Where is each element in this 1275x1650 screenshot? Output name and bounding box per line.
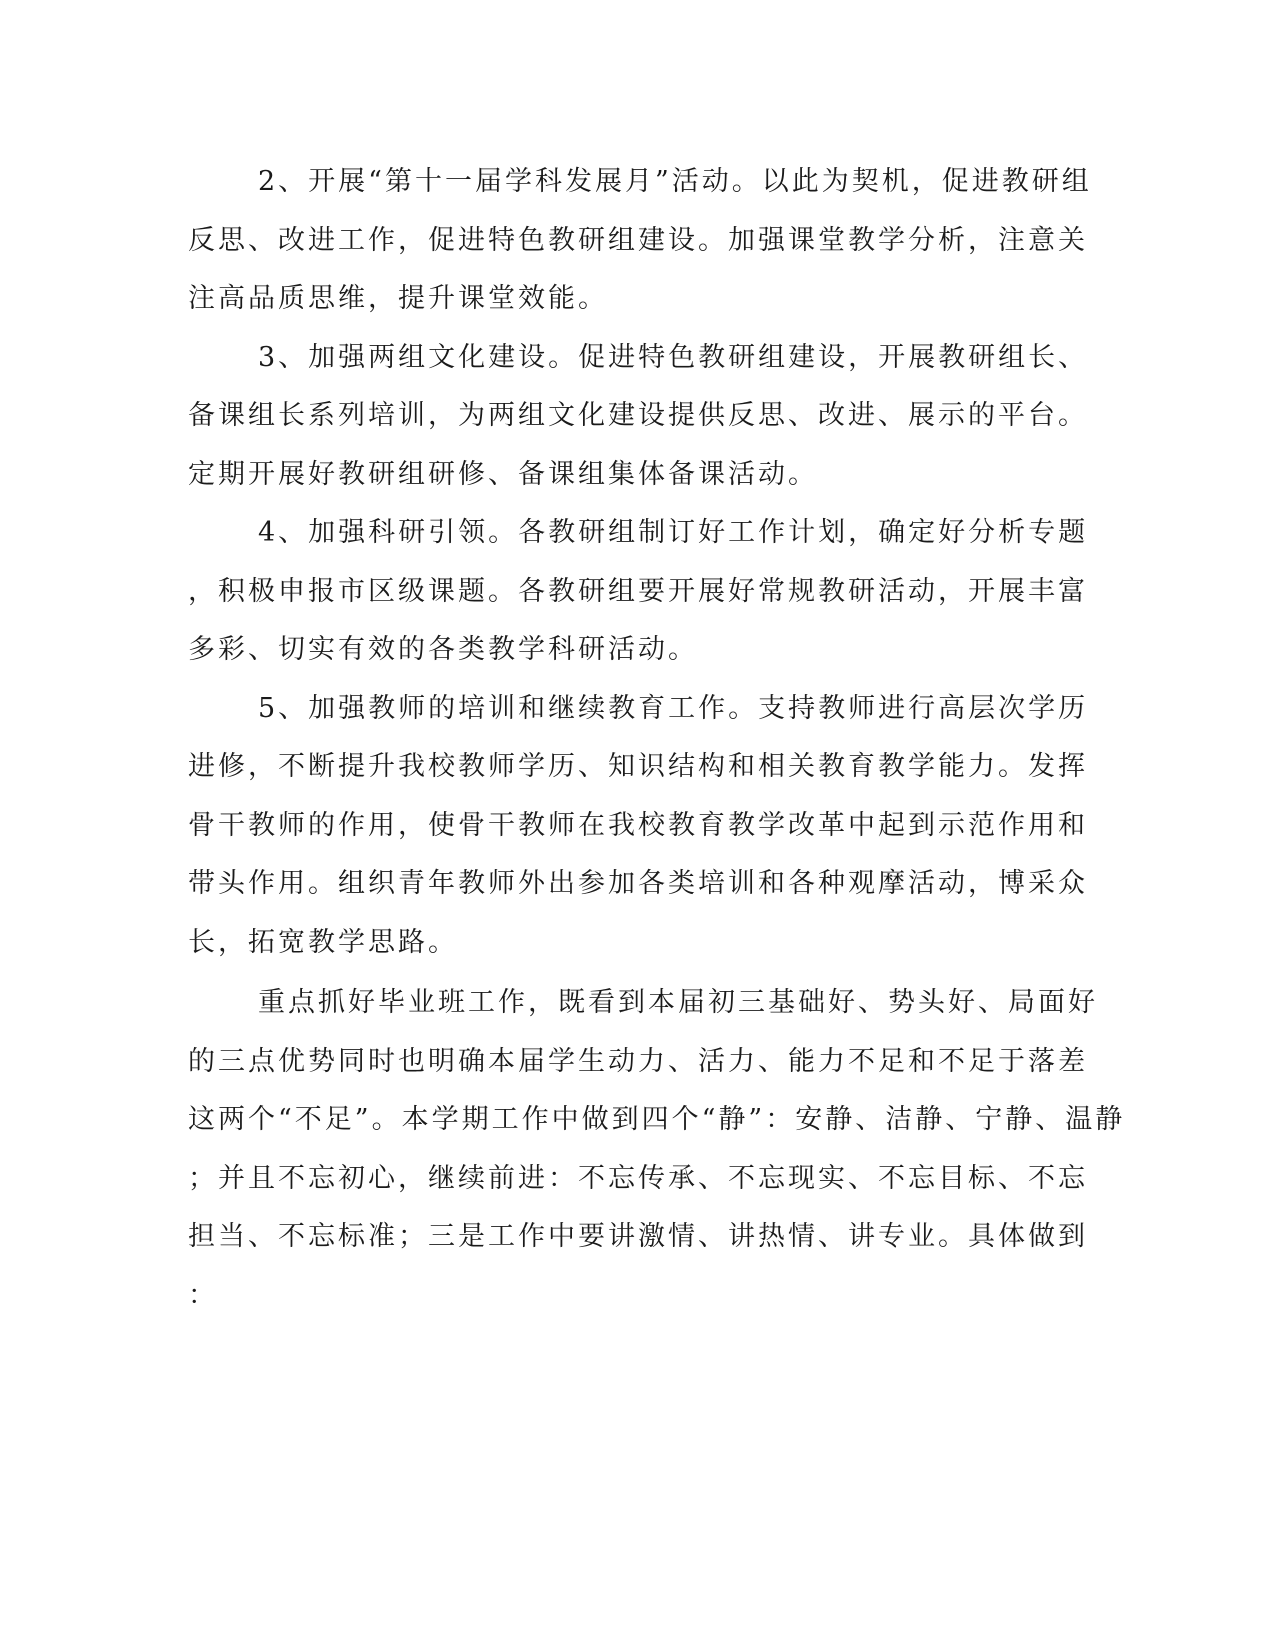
- text-line: 5、加强教师的培训和继续教育工作。支持教师进行高层次学历: [258, 693, 1089, 724]
- text-line: 定期开展好教研组研修、备课组集体备课活动。: [188, 459, 818, 490]
- text-line: 的三点优势同时也明确本届学生动力、活力、能力不足和不足于落差: [188, 1046, 1088, 1077]
- text-line: ，积极申报市区级课题。各教研组要开展好常规教研活动，开展丰富: [188, 576, 1088, 607]
- text-line: 多彩、切实有效的各类教学科研活动。: [188, 634, 698, 665]
- text-line: 重点抓好毕业班工作，既看到本届初三基础好、势头好、局面好: [258, 987, 1098, 1018]
- text-line: 注高品质思维，提升课堂效能。: [188, 283, 608, 314]
- text-line: 这两个“不足”。本学期工作中做到四个“静”：安静、洁静、宁静、温静: [188, 1104, 1126, 1135]
- text-line: 担当、不忘标准；三是工作中要讲激情、讲热情、讲专业。具体做到: [188, 1221, 1088, 1252]
- text-line: 进修，不断提升我校教师学历、知识结构和相关教育教学能力。发挥: [188, 751, 1088, 782]
- text-line: ：: [188, 1280, 218, 1311]
- text-line: ；并且不忘初心，继续前进：不忘传承、不忘现实、不忘目标、不忘: [188, 1163, 1088, 1194]
- text-line: 反思、改进工作，促进特色教研组建设。加强课堂教学分析，注意关: [188, 225, 1088, 256]
- text-line: 备课组长系列培训，为两组文化建设提供反思、改进、展示的平台。: [188, 400, 1088, 431]
- text-line: 长，拓宽教学思路。: [188, 927, 458, 958]
- text-line: 带头作用。组织青年教师外出参加各类培训和各种观摩活动，博采众: [188, 868, 1088, 899]
- text-line: 4、加强科研引领。各教研组制订好工作计划，确定好分析专题: [258, 517, 1089, 548]
- text-line: 3、加强两组文化建设。促进特色教研组建设，开展教研组长、: [258, 342, 1089, 373]
- text-line: 骨干教师的作用，使骨干教师在我校教育教学改革中起到示范作用和: [188, 810, 1088, 841]
- text-line: 2、开展“第十一届学科发展月”活动。以此为契机，促进教研组: [258, 166, 1092, 197]
